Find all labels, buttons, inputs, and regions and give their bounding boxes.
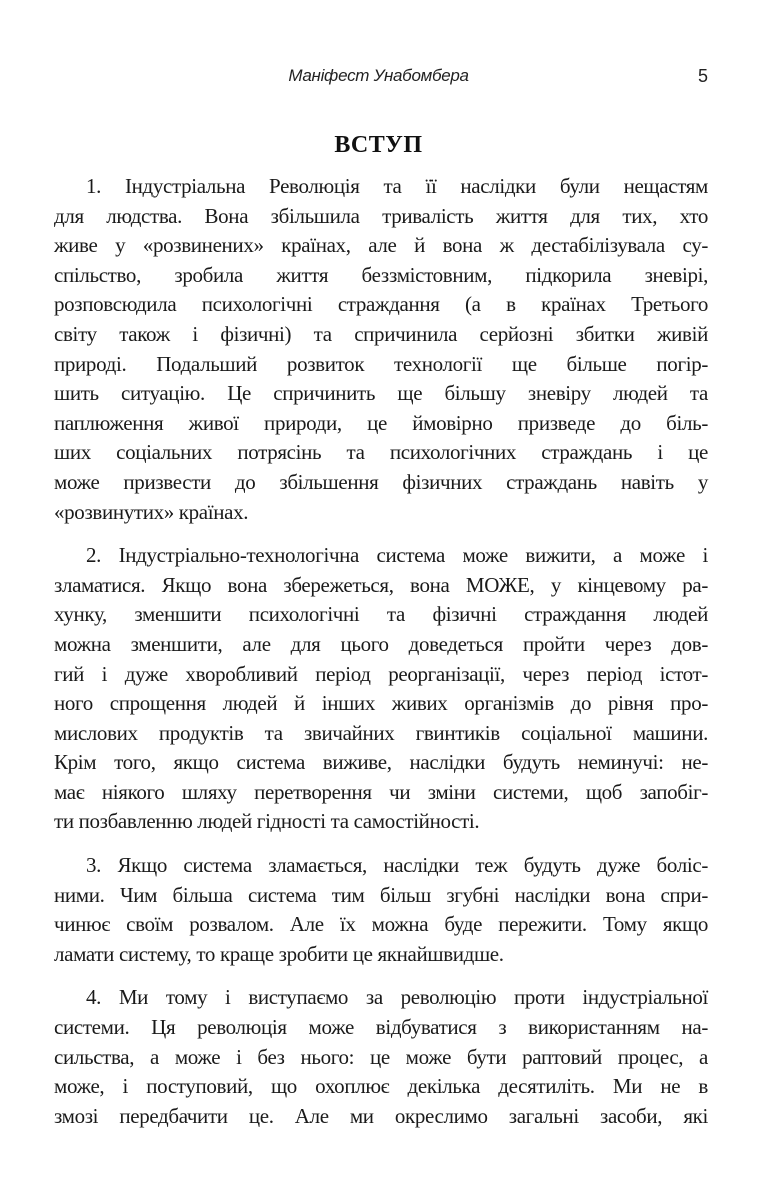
- text-line: 4. Ми тому і виступаємо за революцію проти індустріальної: [86, 985, 708, 1010]
- text-line: для людства. Вона збільшила тривалість життя для тих, хто: [54, 203, 708, 228]
- text-line: спільство, зробила життя беззмістовним, підкорила зневірі,: [54, 262, 708, 287]
- text-line: сильства, а може і без нього: це може бути раптовий процес, а: [54, 1044, 708, 1069]
- text-line: ших соціальних потрясінь та психологічних страждань і це: [54, 440, 708, 465]
- chapter-title: ВСТУП: [334, 132, 423, 158]
- text-line: 3. Якщо система зламається, наслідки теж будуть дуже боліс-: [86, 853, 708, 878]
- text-line: «розвинутих» країнах.: [54, 499, 249, 524]
- text-line: може призвести до збільшення фізичних страждань навіть у: [54, 469, 708, 494]
- paragraph-1: [54, 172, 708, 527]
- text-line: зламатися. Якщо вона збережеться, вона МОЖЕ, у кінцевому ра-: [54, 572, 708, 597]
- text-line: гий і дуже хворобливий період реорганізації, через період істот-: [54, 661, 708, 686]
- text-line: світу також і фізичні) та спричинила серйозні збитки живій: [54, 321, 708, 346]
- text-line: ти позбавленню людей гідності та самостійності.: [54, 809, 480, 834]
- running-header-title: Маніфест Унабомбера: [288, 66, 469, 85]
- body-text: [54, 172, 708, 1145]
- text-line: шить ситуацію. Це спричинить ще більшу зневіру людей та: [54, 381, 708, 406]
- text-line: ного спрощення людей й інших живих організмів до рівня про-: [54, 691, 708, 716]
- paragraph-2: [54, 541, 708, 837]
- text-line: можна зменшити, але для цього доведеться пройти через дов-: [54, 631, 708, 656]
- paragraph-3: [54, 851, 708, 969]
- text-line: живе у «розвинених» країнах, але й вона ж дестабілізувала су-: [54, 233, 708, 258]
- text-line: може, і поступовий, що охоплює декілька десятиліть. Ми не в: [54, 1074, 708, 1099]
- text-line: 1. Індустріальна Революція та її наслідки були нещастям: [86, 174, 708, 198]
- text-line: Крім того, якщо система виживе, наслідки будуть неминучі: не-: [54, 750, 708, 775]
- text-line: 2. Індустріально-технологічна система може вижити, а може і: [86, 543, 708, 568]
- text-line: природі. Подальший розвиток технології ще більше погір-: [54, 351, 708, 376]
- text-line: ламати систему, то краще зробити це якнайшвидше.: [54, 941, 504, 966]
- text-line: мислових продуктів та звичайних гвинтиків соціальної машини.: [54, 720, 708, 745]
- text-line: паплюження живої природи, це ймовірно призведе до біль-: [54, 410, 708, 435]
- page-number: 5: [698, 66, 709, 86]
- text-line: ними. Чим більша система тим більш згубні наслідки вона спри-: [54, 882, 708, 907]
- paragraph-4: [54, 983, 708, 1131]
- text-line: системи. Ця революція може відбуватися з використанням на-: [54, 1015, 708, 1040]
- text-line: має ніякого шляху перетворення чи зміни системи, щоб запобіг-: [54, 779, 708, 804]
- text-line: чинює своїм розвалом. Але їх можна буде пережити. Тому якщо: [54, 912, 708, 937]
- text-line: хунку, зменшити психологічні та фізичні страждання людей: [54, 602, 708, 627]
- text-line: змозі передбачити це. Але ми окреслимо загальні засоби, які: [54, 1103, 708, 1128]
- text-line: розповсюдила психологічні страждання (а в країнах Третього: [54, 292, 708, 317]
